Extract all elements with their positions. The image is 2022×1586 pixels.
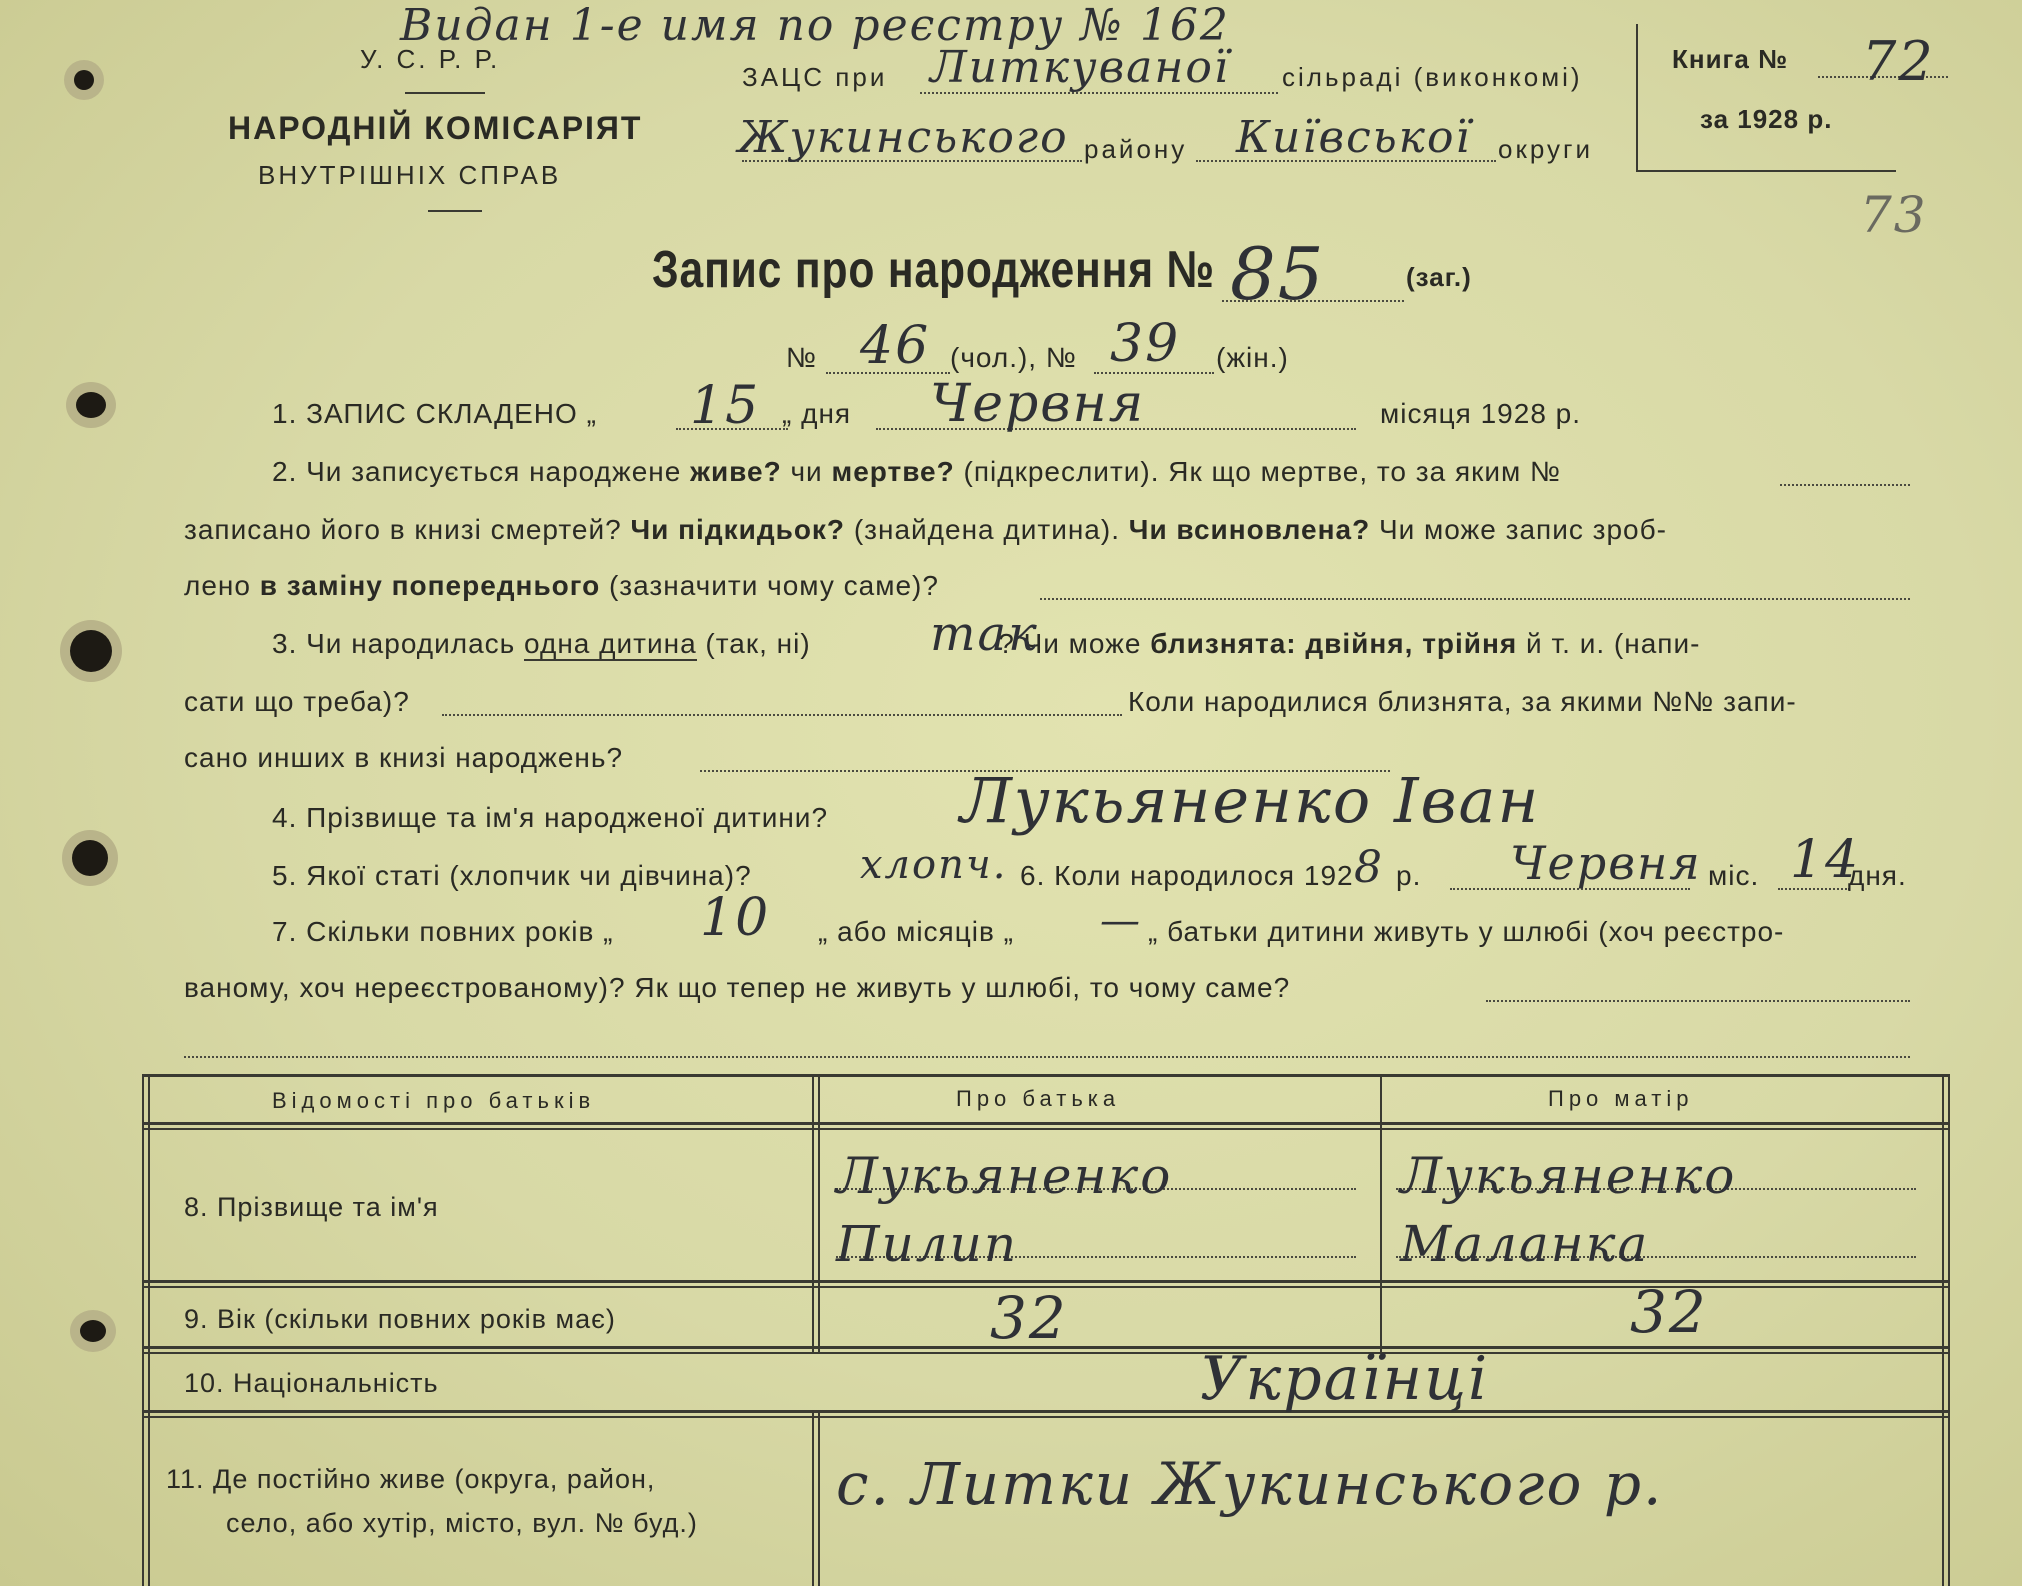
q2-line1 [272, 456, 1561, 488]
village-handwritten: Литкуваної [930, 42, 1230, 93]
q3-d: й т. и. (напи- [1526, 628, 1701, 659]
mother-name-handwritten: Лукьяненко Маланка [1400, 1147, 1737, 1273]
table-border [1942, 1074, 1944, 1586]
death-number-line [1780, 484, 1910, 486]
female-label: (жін.) [1216, 342, 1289, 373]
table-border [142, 1352, 1950, 1354]
month-handwritten: Червня [930, 374, 1146, 434]
father-name-handwritten: Лукьяненко Пилип [836, 1147, 1173, 1273]
book-box-border [1636, 170, 1896, 172]
q2-line3-a: лено [184, 570, 251, 601]
q2-line3 [184, 570, 939, 602]
q7-line2: ваному, хоч нереєстрованому)? Як що тепер не живуть у шлюбі, то чому саме? [184, 972, 1291, 1003]
commissariat-title: НАРОДНІЙ КОМІСАРІЯТ [228, 110, 643, 146]
q1-month-label: місяця 1928 р. [1380, 398, 1582, 429]
table-header-parents: Відомості про батьків [272, 1088, 596, 1113]
q2-dead: мертве? [831, 456, 955, 487]
punch-hole [80, 1320, 106, 1342]
table-border [142, 1416, 1950, 1418]
book-label: Книга № [1672, 44, 1789, 74]
q4-text: 4. Прізвище та ім'я народженої дитини? [272, 802, 829, 833]
q1-day-label: „ дня [782, 398, 852, 429]
q3-c: ? Чи може [998, 628, 1142, 659]
zags-suffix: сільраді (виконкомі) [1282, 62, 1583, 92]
marriage-reason-line-2 [184, 1056, 1910, 1058]
zags-prefix: ЗАЦС при [742, 62, 888, 92]
q7-text: 7. Скільки повних років „ [272, 916, 614, 947]
q3-line3: сано инших в книзі народжень? [184, 742, 624, 773]
table-border [812, 1410, 814, 1586]
q6-year-label: р. [1396, 860, 1422, 891]
table-border [818, 1074, 820, 1288]
okrug-label: округи [1498, 134, 1594, 164]
q6-day-label: дня. [1848, 860, 1907, 891]
twins-field-line [442, 714, 1122, 716]
q2-live: живе? [690, 456, 782, 487]
table-border [142, 1410, 1950, 1413]
state-abbrev: У. С. Р. Р. [360, 44, 501, 74]
top-handwritten-note: Видан 1-е имя по реєстру № 162 [400, 0, 1230, 51]
record-title-suffix: (заг.) [1406, 262, 1472, 292]
male-label: (чол.), № [950, 342, 1077, 373]
row-residence-label: 11. Де постійно живе (округа, район, [166, 1464, 656, 1494]
table-border [818, 1410, 820, 1586]
q2-line2-b: (знайдена дитина). [853, 514, 1120, 545]
single-handwritten: так [930, 606, 1039, 662]
row-nationality-label: 10. Національність [184, 1368, 439, 1398]
header-rule [428, 210, 482, 212]
punch-hole [74, 70, 94, 90]
table-border [148, 1074, 150, 1586]
q6-text: 6. Коли народилося 192 [1020, 860, 1354, 891]
q2-text-b: (підкреслити). Як що мертве, то за яким № [963, 456, 1562, 487]
q6-month-label: міс. [1708, 860, 1760, 891]
margin-number: 73 [1860, 186, 1928, 244]
table-header-father: Про батька [956, 1086, 1121, 1111]
q3-twins: близнята: двійня, трійня [1150, 628, 1518, 659]
q3-one-child: одна дитина [524, 628, 697, 659]
q2-text: 2. Чи записується народжене [272, 456, 682, 487]
q2-line2-c: Чи може запис зроб- [1378, 514, 1667, 545]
birth-month-handwritten: Червня [1510, 836, 1702, 890]
q2-replace: в заміну попереднього [259, 570, 601, 601]
header-rule [405, 92, 485, 94]
q3-a: 3. Чи народилась [272, 628, 516, 659]
father-age-handwritten: 32 [990, 1284, 1068, 1352]
table-border [142, 1122, 1950, 1125]
female-number-handwritten: 39 [1110, 314, 1181, 374]
q2-line3-b: (зазначити чому саме)? [608, 570, 939, 601]
punch-hole [72, 840, 108, 876]
book-number-handwritten: 72 [1862, 30, 1935, 93]
punch-hole [70, 630, 112, 672]
record-title: Запис про народження № [652, 241, 1215, 299]
table-border [812, 1286, 814, 1354]
q3-line2-a: сати що треба)? [184, 686, 410, 717]
q2-adopted: Чи всиновлена? [1128, 514, 1371, 545]
table-border [142, 1074, 144, 1586]
table-border [142, 1128, 1950, 1130]
table-border [1380, 1074, 1382, 1288]
q2-or: чи [790, 456, 823, 487]
male-number-handwritten: 46 [860, 316, 931, 376]
row-name-label: 8. Прізвище та ім'я [184, 1192, 439, 1222]
table-header-mother: Про матір [1548, 1086, 1694, 1111]
q2-foundling: Чи підкидьок? [630, 514, 846, 545]
q3-line2-b: Коли народилися близнята, за якими №№ запи- [1128, 686, 1797, 717]
birth-year-digit: 8 [1354, 842, 1384, 893]
table-border [1948, 1074, 1950, 1586]
day-handwritten: 15 [690, 376, 761, 436]
sex-handwritten: хлопч. [860, 842, 1008, 888]
district-handwritten: Жукинського [738, 112, 1069, 163]
row-residence-label-2: село, або хутір, місто, вул. № буд.) [226, 1508, 698, 1538]
punch-hole [76, 392, 106, 418]
book-year: за 1928 р. [1700, 104, 1833, 134]
q1-text: 1. ЗАПИС СКЛАДЕНО „ [272, 398, 597, 429]
row-age-label: 9. Вік (скільки повних років має) [184, 1304, 616, 1334]
table-border [818, 1286, 820, 1354]
q3-b: (так, ні) [705, 628, 811, 659]
birth-day-handwritten: 14 [1790, 830, 1861, 890]
q2-line2-a: записано його в книзі смертей? [184, 514, 622, 545]
marriage-reason-line [1486, 1000, 1910, 1002]
months-married-handwritten: — [1100, 898, 1142, 944]
q5-text: 5. Якої статі (хлопчик чи дівчина)? [272, 860, 752, 891]
table-border [812, 1074, 814, 1288]
q2-line2 [184, 514, 1667, 546]
okrug-handwritten: Київської [1236, 112, 1472, 163]
mother-age-handwritten: 32 [1630, 1278, 1708, 1346]
num-prefix: № [786, 342, 818, 373]
table-border [142, 1074, 1950, 1077]
commissariat-subtitle: ВНУТРІШНІХ СПРАВ [258, 160, 562, 190]
years-married-handwritten: 10 [700, 888, 771, 948]
nationality-handwritten: Українці [1200, 1344, 1490, 1414]
record-number-handwritten: 85 [1230, 232, 1326, 316]
book-box-border [1636, 24, 1638, 172]
q7-text-c: „ батьки дитини живуть у шлюбі (хоч реєстро- [1148, 916, 1785, 947]
replace-reason-line [1040, 598, 1910, 600]
district-label: району [1084, 134, 1188, 164]
residence-handwritten: с. Литки Жукинського р. [836, 1450, 1664, 1518]
q7-months-label: „ або місяців „ [818, 916, 1014, 947]
child-name-handwritten: Лукьяненко Іван [960, 764, 1541, 837]
